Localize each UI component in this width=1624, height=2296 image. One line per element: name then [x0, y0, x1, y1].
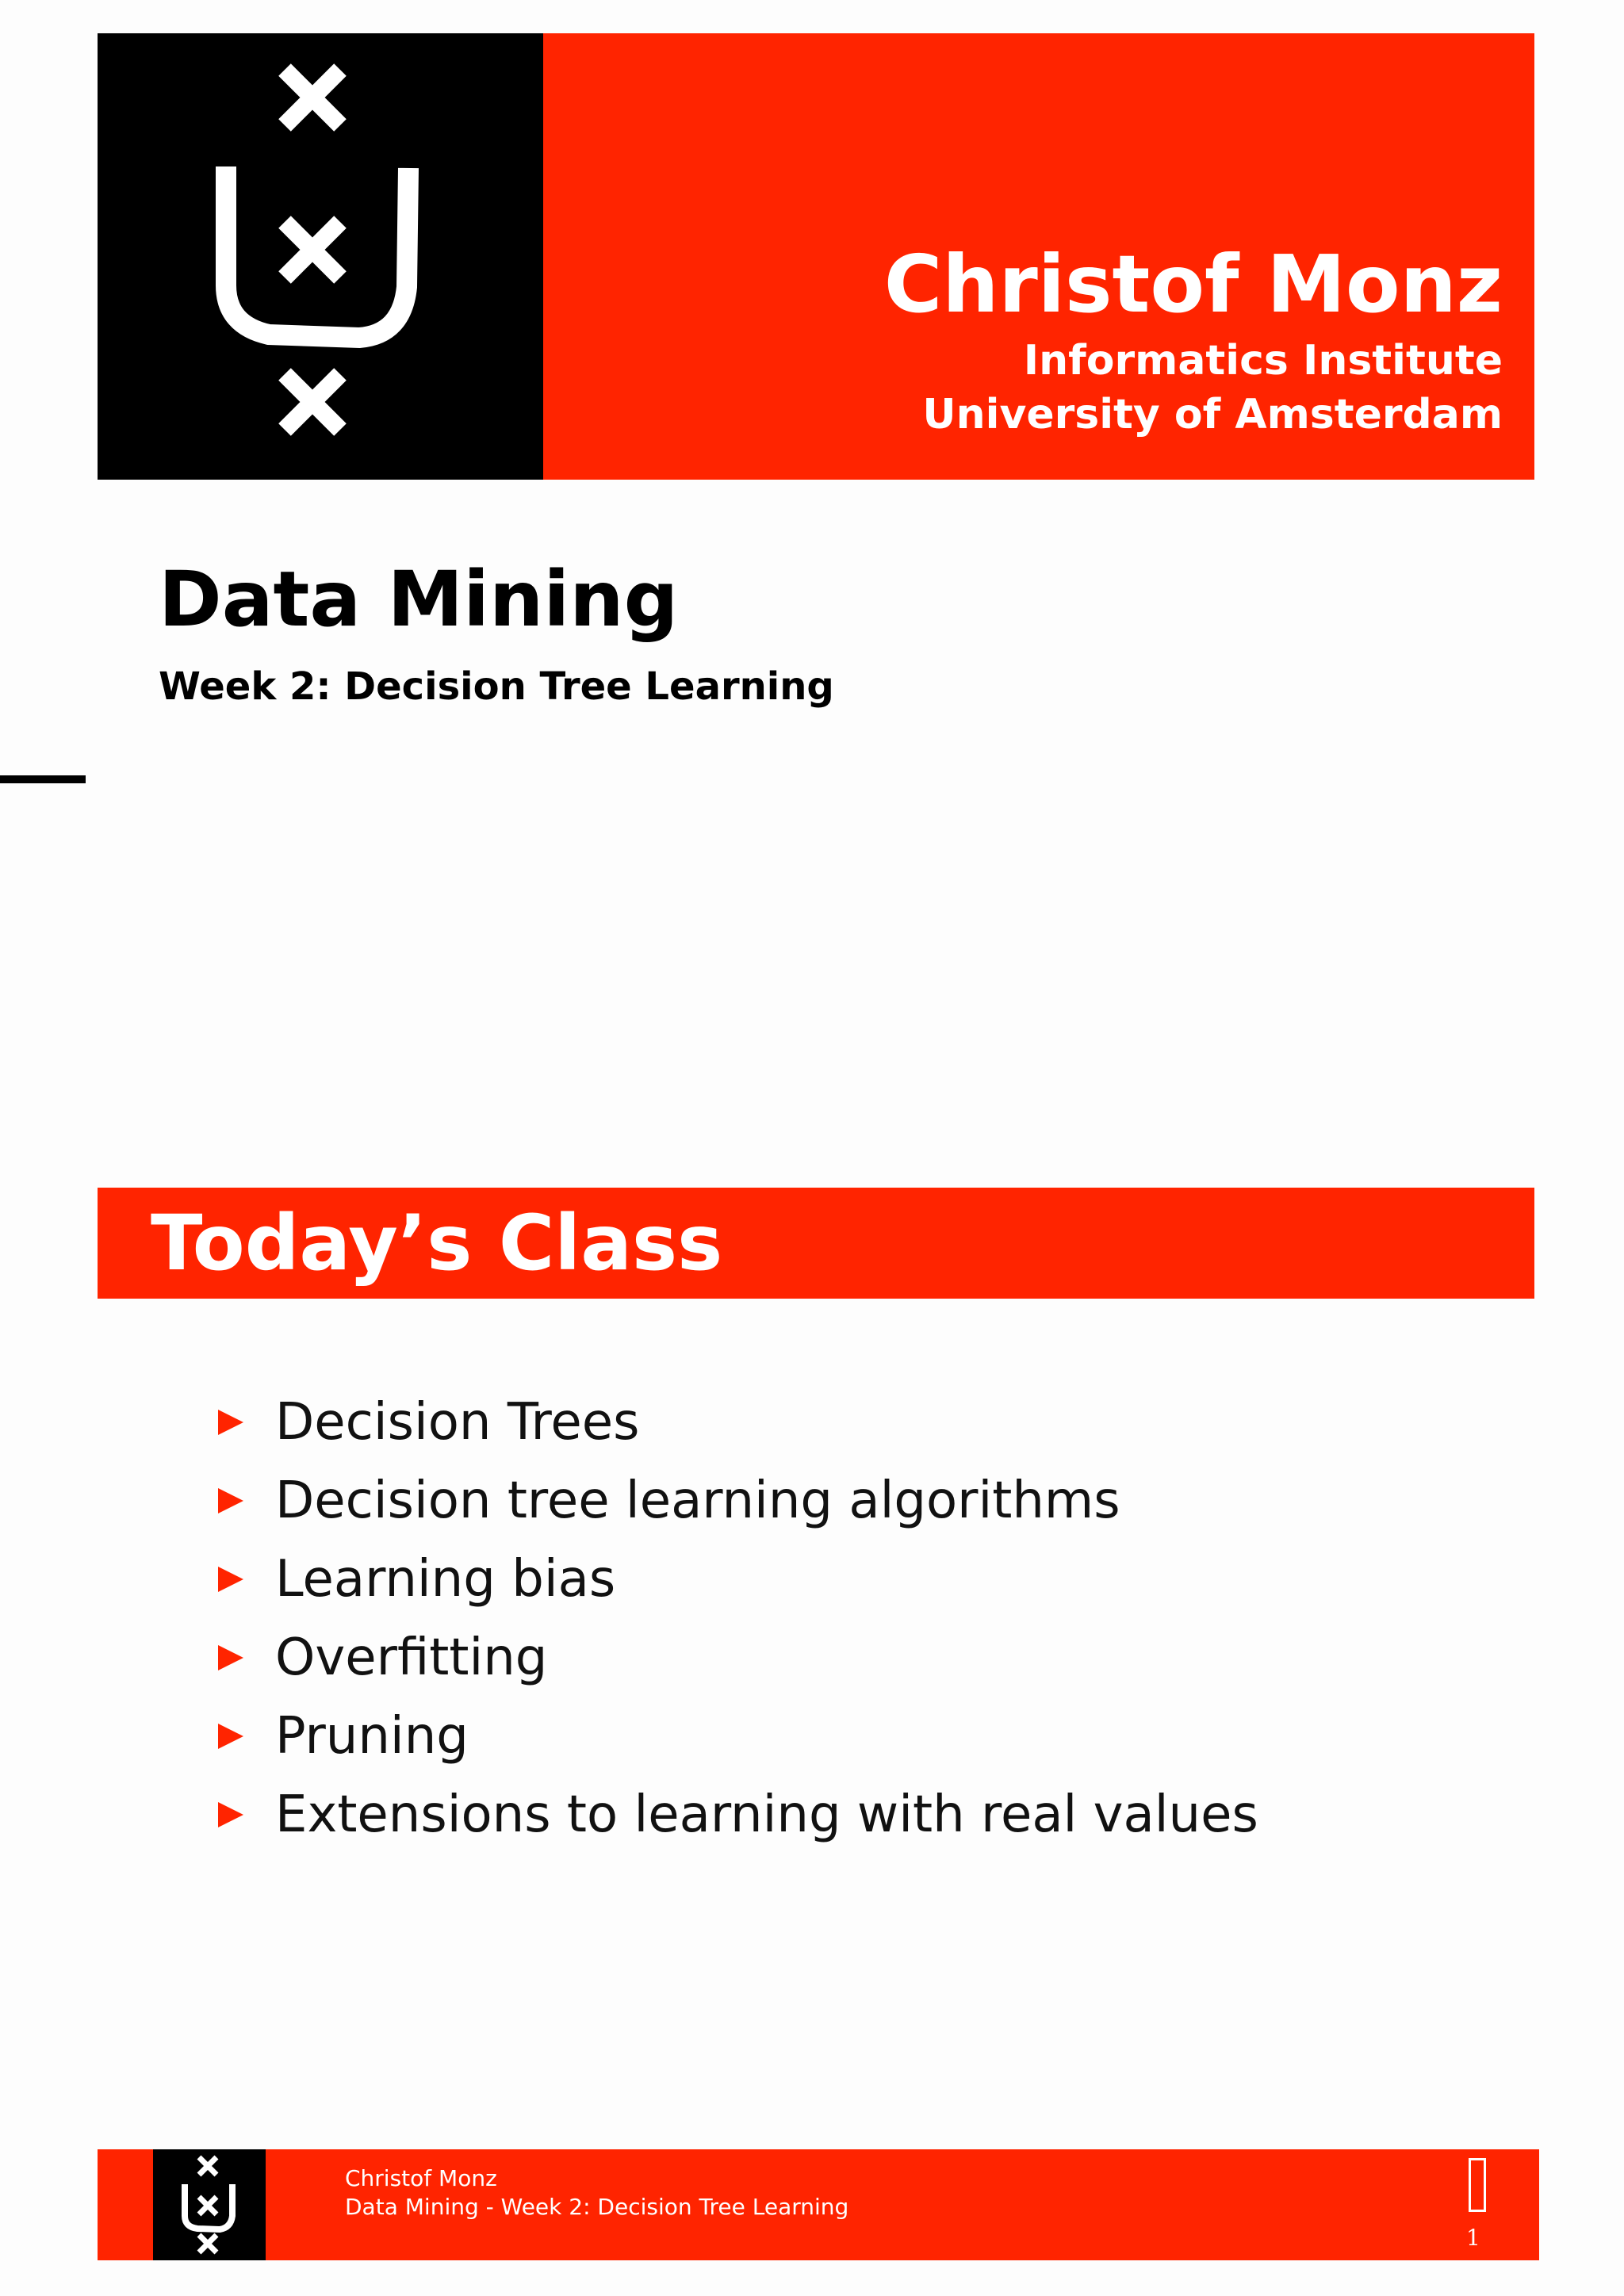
author-name: Christof Monz — [883, 238, 1503, 331]
list-item-text: Overfitting — [275, 1628, 548, 1687]
navigation-icon[interactable] — [1469, 2158, 1486, 2212]
section-title: Today’s Class — [151, 1199, 723, 1288]
uva-logo — [98, 33, 543, 480]
footer-logo — [153, 2149, 266, 2260]
page-number: 1 — [1466, 2225, 1480, 2251]
list-item-text: Decision Trees — [275, 1393, 640, 1452]
list-item-text: Extensions to learning with real values — [275, 1785, 1258, 1844]
course-title: Data Mining — [159, 555, 679, 644]
uva-crosses-logo-icon — [153, 2149, 266, 2260]
institute-name: Informatics Institute — [1023, 337, 1503, 385]
triangle-bullet-icon — [218, 1567, 243, 1592]
triangle-bullet-icon — [218, 1410, 243, 1435]
uva-crosses-logo-icon — [98, 33, 543, 480]
list-item-text: Decision tree learning algorithms — [275, 1471, 1120, 1530]
triangle-bullet-icon — [218, 1724, 243, 1749]
course-subtitle: Week 2: Decision Tree Learning — [159, 664, 834, 709]
side-rule — [0, 775, 86, 783]
list-item-text: Pruning — [275, 1707, 469, 1766]
triangle-bullet-icon — [218, 1645, 243, 1670]
footer-author: Christof Monz — [345, 2165, 497, 2191]
triangle-bullet-icon — [218, 1488, 243, 1513]
university-name: University of Amsterdam — [922, 391, 1503, 438]
triangle-bullet-icon — [218, 1802, 243, 1827]
list-item-text: Learning bias — [275, 1550, 616, 1609]
footer-course: Data Mining - Week 2: Decision Tree Learning — [345, 2194, 849, 2220]
